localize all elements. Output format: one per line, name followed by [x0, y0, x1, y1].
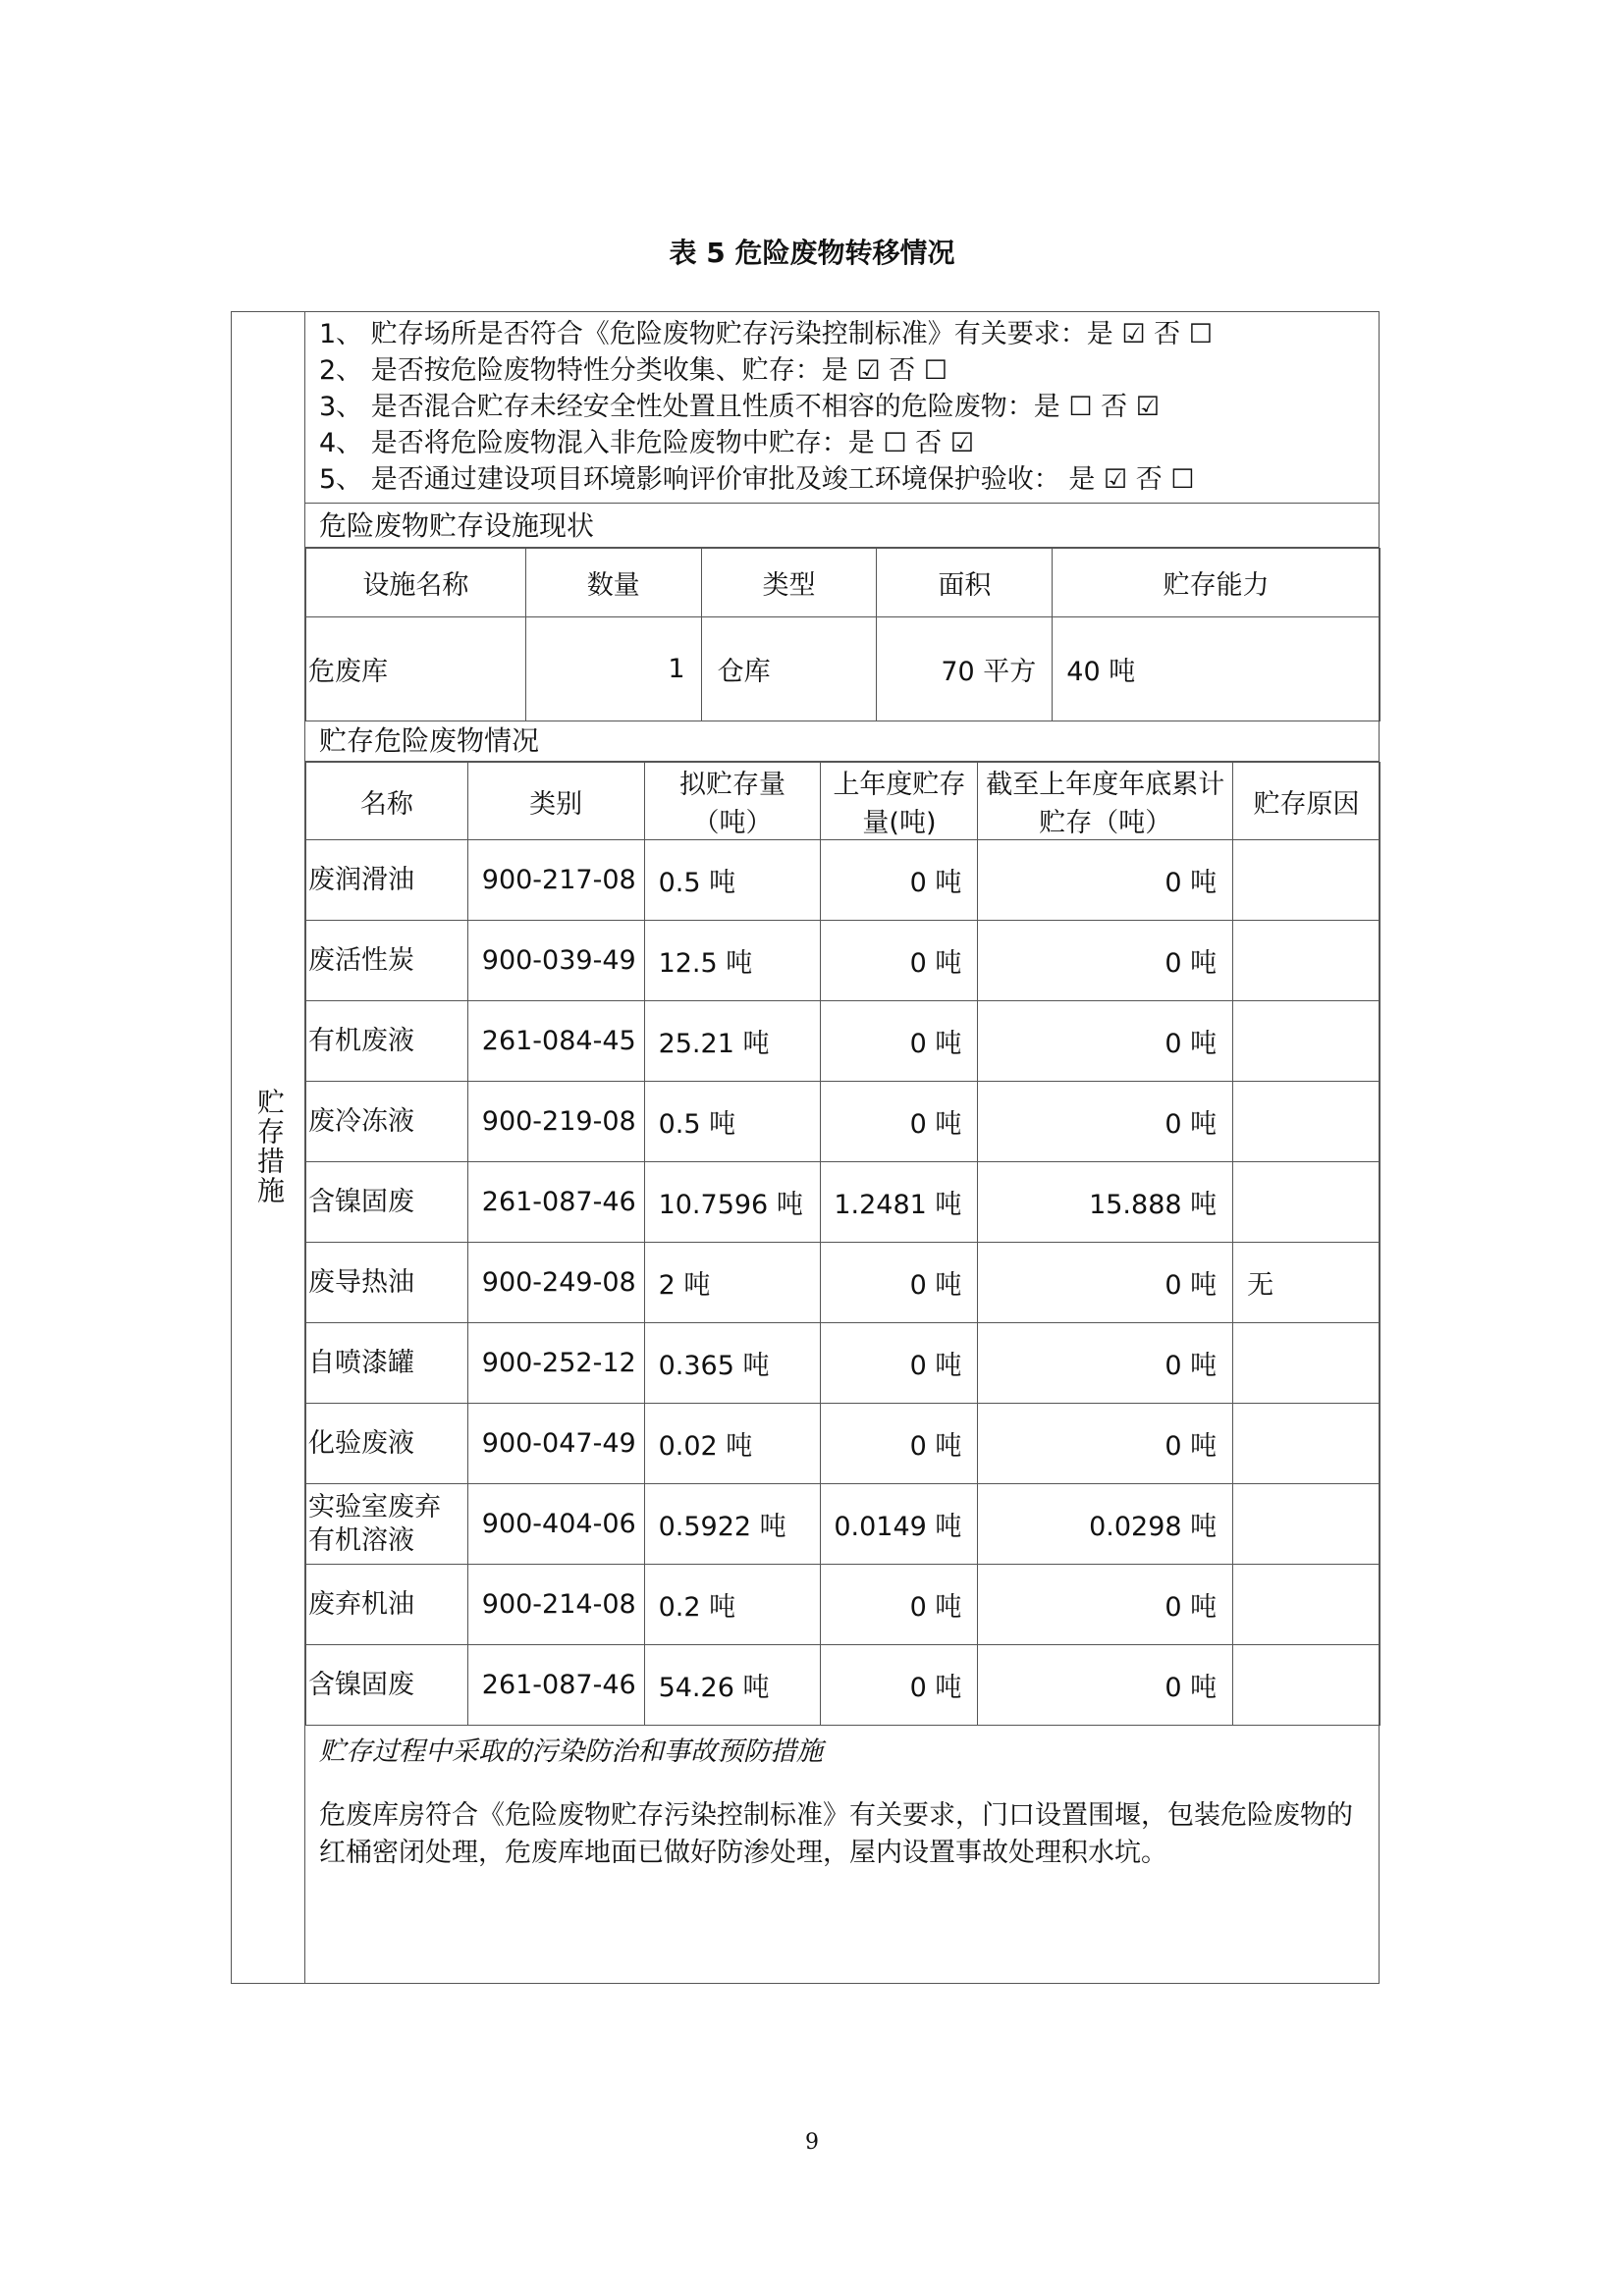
check-item-1: 1、 贮存场所是否符合《危险废物贮存污染控制标准》有关要求：是 ☑ 否 ☐: [319, 319, 1213, 349]
storage-cell-name: 实验室废弃有机溶液: [306, 1484, 468, 1565]
table-row: [306, 1404, 1380, 1484]
storage-cell-planned: 0.5 吨: [644, 1082, 821, 1162]
storage-cell-cumulative: 0 吨: [978, 840, 1233, 921]
facility-header-capacity: 贮存能力: [1053, 549, 1380, 617]
storage-cell-name: 自喷漆罐: [306, 1323, 468, 1404]
storage-cell-planned: 0.365 吨: [644, 1323, 821, 1404]
storage-cell-last-year: 0 吨: [821, 1082, 978, 1162]
storage-header-reason: 贮存原因: [1233, 763, 1380, 840]
storage-cell-name: 废冷冻液: [306, 1082, 468, 1162]
storage-cell-name: 废活性炭: [306, 921, 468, 1001]
storage-table: [305, 762, 1380, 1726]
page-title: 表 5 危险废物转移情况: [669, 237, 955, 269]
storage-cell-last-year: 0 吨: [821, 1001, 978, 1082]
storage-cell-reason: [1233, 921, 1380, 1001]
side-label: 贮存措施: [253, 1088, 286, 1205]
check-item-5: 5、 是否通过建设项目环境影响评价审批及竣工环境保护验收： 是 ☑ 否 ☐: [319, 464, 1195, 495]
storage-cell-code: 900-249-08: [467, 1243, 644, 1323]
table-row: [306, 1565, 1380, 1645]
check-item-4: 4、 是否将危险废物混入非危险废物中贮存：是 ☐ 否 ☑: [319, 428, 974, 458]
facility-header-type: 类型: [701, 549, 877, 617]
facility-heading: 危险废物贮存设施现状: [305, 504, 1379, 548]
storage-cell-reason: [1233, 1404, 1380, 1484]
storage-cell-cumulative: 0 吨: [978, 1082, 1233, 1162]
storage-cell-last-year: 0 吨: [821, 1404, 978, 1484]
table-row: [306, 1001, 1380, 1082]
table-frame: [231, 311, 1380, 1984]
check-item-3: 3、 是否混合贮存未经安全性处置且性质不相容的危险废物：是 ☐ 否 ☑: [319, 392, 1160, 422]
storage-cell-reason: [1233, 1162, 1380, 1243]
storage-cell-last-year: 0.0149 吨: [821, 1484, 978, 1565]
storage-cell-code: 900-217-08: [467, 840, 644, 921]
checklist: [305, 312, 1379, 504]
storage-heading: 贮存危险废物情况: [305, 721, 1379, 762]
storage-cell-name: 含镍固废: [306, 1162, 468, 1243]
storage-cell-cumulative: 0 吨: [978, 1645, 1233, 1726]
table-row: [306, 921, 1380, 1001]
storage-cell-code: 261-087-46: [467, 1645, 644, 1726]
storage-cell-last-year: 0 吨: [821, 921, 978, 1001]
storage-cell-name: 废润滑油: [306, 840, 468, 921]
storage-cell-code: 261-084-45: [467, 1001, 644, 1082]
storage-cell-planned: 10.7596 吨: [644, 1162, 821, 1243]
storage-cell-last-year: 0 吨: [821, 1323, 978, 1404]
storage-cell-reason: [1233, 1645, 1380, 1726]
facility-header-name: 设施名称: [306, 549, 526, 617]
storage-cell-last-year: 0 吨: [821, 840, 978, 921]
storage-cell-code: 900-047-49: [467, 1404, 644, 1484]
storage-cell-name: 有机废液: [306, 1001, 468, 1082]
facility-header-count: 数量: [525, 549, 701, 617]
storage-cell-reason: [1233, 1484, 1380, 1565]
storage-cell-cumulative: 0 吨: [978, 1404, 1233, 1484]
facility-table: [305, 548, 1380, 721]
measures-body: 危废库房符合《危险废物贮存污染控制标准》有关要求，门口设置围堰，包装危险废物的红桶密闭处理，危废库地面已做好防渗处理，屋内设置事故处理积水坑。: [319, 1800, 1353, 1868]
table-row: [306, 1082, 1380, 1162]
table-row: [306, 1162, 1380, 1243]
storage-cell-reason: [1233, 1001, 1380, 1082]
storage-cell-name: 废导热油: [306, 1243, 468, 1323]
storage-cell-cumulative: 0 吨: [978, 1243, 1233, 1323]
storage-cell-planned: 0.2 吨: [644, 1565, 821, 1645]
storage-header-code: 类别: [467, 763, 644, 840]
storage-cell-planned: 0.02 吨: [644, 1404, 821, 1484]
storage-cell-code: 900-039-49: [467, 921, 644, 1001]
facility-type: 仓库: [701, 617, 877, 721]
storage-cell-code: 900-219-08: [467, 1082, 644, 1162]
storage-cell-planned: 25.21 吨: [644, 1001, 821, 1082]
main-column: [305, 312, 1379, 1983]
measures-section: [305, 1724, 1379, 1983]
storage-cell-cumulative: 0 吨: [978, 1565, 1233, 1645]
storage-cell-reason: [1233, 1565, 1380, 1645]
page-number: 9: [805, 2130, 819, 2155]
table-row: [306, 840, 1380, 921]
storage-header-name: 名称: [306, 763, 468, 840]
storage-header-cumulative: 截至上年度年底累计贮存（吨）: [978, 763, 1233, 840]
storage-cell-cumulative: 0 吨: [978, 921, 1233, 1001]
storage-cell-code: 900-214-08: [467, 1565, 644, 1645]
storage-cell-cumulative: 0.0298 吨: [978, 1484, 1233, 1565]
storage-cell-code: 900-252-12: [467, 1323, 644, 1404]
measures-heading: 贮存过程中采取的污染防治和事故预防措施: [319, 1736, 823, 1767]
side-column: [232, 312, 305, 1983]
storage-cell-last-year: 1.2481 吨: [821, 1162, 978, 1243]
facility-name: 危废库: [306, 617, 526, 721]
storage-cell-last-year: 0 吨: [821, 1243, 978, 1323]
storage-cell-cumulative: 0 吨: [978, 1323, 1233, 1404]
storage-cell-cumulative: 15.888 吨: [978, 1162, 1233, 1243]
table-row: [306, 1243, 1380, 1323]
storage-cell-name: 废弃机油: [306, 1565, 468, 1645]
storage-cell-name: 化验废液: [306, 1404, 468, 1484]
storage-cell-last-year: 0 吨: [821, 1565, 978, 1645]
storage-cell-cumulative: 0 吨: [978, 1001, 1233, 1082]
storage-cell-planned: 0.5922 吨: [644, 1484, 821, 1565]
storage-cell-planned: 12.5 吨: [644, 921, 821, 1001]
storage-cell-planned: 0.5 吨: [644, 840, 821, 921]
table-row: [306, 1645, 1380, 1726]
storage-cell-reason: [1233, 1323, 1380, 1404]
storage-cell-code: 261-087-46: [467, 1162, 644, 1243]
storage-cell-reason: [1233, 840, 1380, 921]
storage-cell-planned: 2 吨: [644, 1243, 821, 1323]
storage-cell-reason: [1233, 1082, 1380, 1162]
storage-cell-name: 含镍固废: [306, 1645, 468, 1726]
storage-cell-last-year: 0 吨: [821, 1645, 978, 1726]
table-row: [306, 1323, 1380, 1404]
storage-header-last-year: 上年度贮存量(吨): [821, 763, 978, 840]
table-row: [306, 1484, 1380, 1565]
storage-cell-planned: 54.26 吨: [644, 1645, 821, 1726]
facility-capacity: 40 吨: [1053, 617, 1380, 721]
facility-area: 70 平方: [877, 617, 1053, 721]
facility-header-area: 面积: [877, 549, 1053, 617]
check-item-2: 2、 是否按危险废物特性分类收集、贮存：是 ☑ 否 ☐: [319, 355, 947, 386]
storage-cell-code: 900-404-06: [467, 1484, 644, 1565]
facility-count: 1: [525, 617, 701, 721]
storage-header-planned: 拟贮存量（吨）: [644, 763, 821, 840]
storage-cell-reason: 无: [1233, 1243, 1380, 1323]
